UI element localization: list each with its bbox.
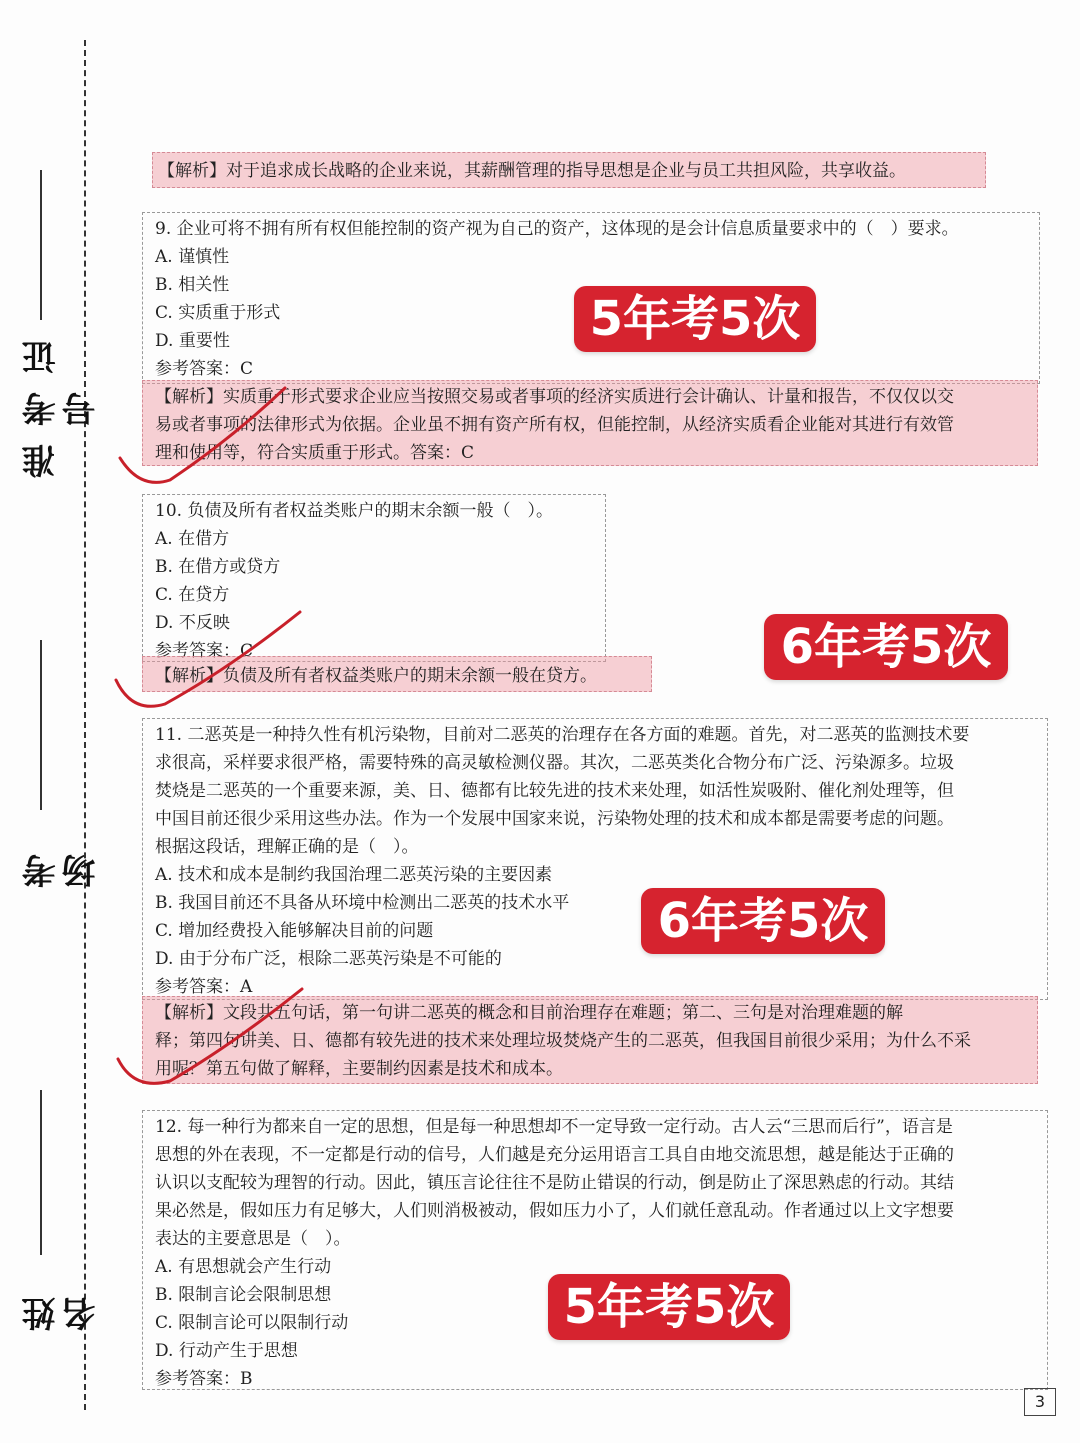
binding-dashed-line xyxy=(84,40,86,1410)
question-11-stem-line-2: 求很高，采样要求很严格，需要特殊的高灵敏检测仪器。其次，二恶英类化合物分布广泛、污染源多。垃圾 xyxy=(155,753,954,773)
question-9-option-d: D. 重要性 xyxy=(155,331,230,351)
checkmark-icon xyxy=(110,608,310,718)
question-9-option-b: B. 相关性 xyxy=(155,275,230,295)
question-10-answer: 参考答案：C xyxy=(155,641,254,661)
question-11-stem-line-4: 中国目前还很少采用这些办法。作为一个发展中国家来说，污染物处理的技术和成本都是需要考虑的问题。 xyxy=(155,809,954,829)
question-10-frequency-badge: 6年考5次 xyxy=(764,614,1008,680)
checkmark-icon xyxy=(110,380,310,490)
question-9-analysis-line-3: 理和使用等，符合实质重于形式。答案：C xyxy=(155,443,475,463)
question-10-option-d: D. 不反映 xyxy=(155,613,230,633)
question-11-analysis-line-2: 释；第四句讲美、日、德都有较先进的技术来处理垃圾焚烧产生的二恶英，但我国目前很少采用；为什么不采 xyxy=(155,1031,971,1051)
exam-id-label: 准考证号 xyxy=(22,322,102,478)
question-11-option-b: B. 我国目前还不具备从环境中检测出二恶英的技术水平 xyxy=(155,893,570,913)
question-9-stem: 9. 企业可将不拥有所有权但能控制的资产视为自己的资产，这体现的是会计信息质量要求中的（ ）要求。 xyxy=(155,219,959,239)
question-11-option-c: C. 增加经费投入能够解决目前的问题 xyxy=(155,921,434,941)
question-12-option-b: B. 限制言论会限制思想 xyxy=(155,1285,332,1305)
question-11-frequency-badge: 6年考5次 xyxy=(641,888,885,954)
question-9-analysis-line-1: 【解析】实质重于形式要求企业应当按照交易或者事项的经济实质进行会计确认、计量和报告，不仅仅以交 xyxy=(155,387,954,407)
exam-room-label: 考场 xyxy=(22,836,102,888)
question-12-stem-line-4: 果必然是，假如压力有足够大，人们则消极被动，假如压力小了，人们就任意乱动。作者通过以上文字想要 xyxy=(155,1201,954,1221)
question-12-option-a: A. 有思想就会产生行动 xyxy=(155,1257,332,1277)
question-10-option-b: B. 在借方或贷方 xyxy=(155,557,281,577)
question-10-stem: 10. 负债及所有者权益类账户的期末余额一般（ ）。 xyxy=(155,501,553,521)
question-11-analysis-line-1: 【解析】文段共五句话，第一句讲二恶英的概念和目前治理存在难题；第二、三句是对治理难题的解 xyxy=(155,1003,903,1023)
question-9-frequency-badge: 5年考5次 xyxy=(574,286,816,352)
question-12-stem-line-2: 思想的外在表现，不一定都是行动的信号，人们越是充分运用语言工具自由地交流思想，越是能达于正确的 xyxy=(155,1145,954,1165)
question-12-stem-line-1: 12. 每一种行为都来自一定的思想，但是每一种思想却不一定导致一定行动。古人云“三思而后行”，语言是 xyxy=(155,1117,953,1137)
question-12-stem-line-5: 表达的主要意思是（ ）。 xyxy=(155,1229,351,1249)
question-12-stem-line-3: 认识以支配较为理智的行动。因此，镇压言论往往不是防止错误的行动，倒是防止了深思熟虑的行动。其结 xyxy=(155,1173,954,1193)
question-11-stem-line-5: 根据这段话，理解正确的是（ ）。 xyxy=(155,837,419,857)
exam-room-underline xyxy=(40,640,42,810)
question-9-answer: 参考答案：C xyxy=(155,359,254,379)
question-9-option-c: C. 实质重于形式 xyxy=(155,303,281,323)
question-9-analysis-line-2: 易或者事项的法律形式为依据。企业虽不拥有资产所有权，但能控制，从经济实质看企业能对其进行有效管 xyxy=(155,415,954,435)
name-label: 姓名 xyxy=(22,1279,102,1331)
page-number: 3 xyxy=(1024,1388,1056,1416)
question-12-answer: 参考答案：B xyxy=(155,1369,253,1389)
question-12-option-c: C. 限制言论可以限制行动 xyxy=(155,1313,349,1333)
checkmark-icon xyxy=(112,985,312,1095)
question-11-option-a: A. 技术和成本是制约我国治理二恶英污染的主要因素 xyxy=(155,865,553,885)
exam-id-underline xyxy=(40,170,42,320)
question-12-option-d: D. 行动产生于思想 xyxy=(155,1341,298,1361)
question-11-answer: 参考答案：A xyxy=(155,977,253,997)
question-9-option-a: A. 谨慎性 xyxy=(155,247,230,267)
name-underline xyxy=(40,1090,42,1255)
question-11-analysis-line-3: 用呢？第五句做了解释，主要制约因素是技术和成本。 xyxy=(155,1059,563,1079)
question-10-analysis-line-1: 【解析】负债及所有者权益类账户的期末余额一般在贷方。 xyxy=(155,666,597,686)
question-11-option-d: D. 由于分布广泛，根除二恶英污染是不可能的 xyxy=(155,949,502,969)
question-11-stem-line-3: 焚烧是二恶英的一个重要来源，美、日、德都有比较先进的技术来处理，如活性炭吸附、催化剂处理等，但 xyxy=(155,781,954,801)
question-11-stem-line-1: 11. 二恶英是一种持久性有机污染物，目前对二恶英的治理存在各方面的难题。首先，对二恶英的监测技术要 xyxy=(155,725,970,745)
question-12-frequency-badge: 5年考5次 xyxy=(548,1274,790,1340)
question-10-option-a: A. 在借方 xyxy=(155,529,230,549)
prev-analysis-text: 【解析】对于追求成长战略的企业来说，其薪酬管理的指导思想是企业与员工共担风险，共享收益。 xyxy=(158,161,906,181)
question-10-option-c: C. 在贷方 xyxy=(155,585,230,605)
